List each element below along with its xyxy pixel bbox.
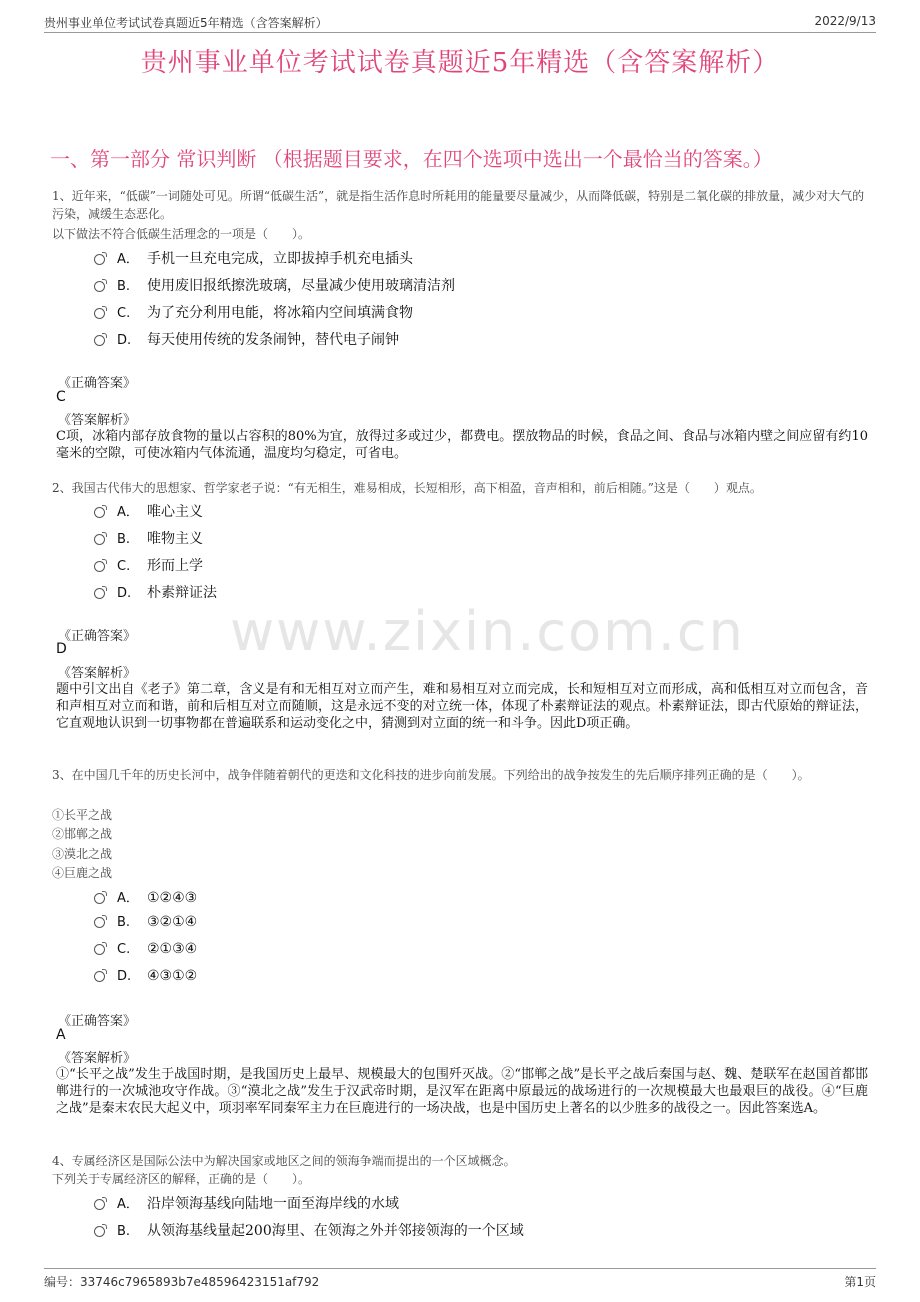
q3-item: ①长平之战 [52,808,113,822]
q3-item: ④巨鹿之战 [52,866,113,880]
radio-icon[interactable] [94,561,105,572]
question-3-stem: 3、在中国几千年的历史长河中，战争伴随着朝代的更迭和文化科技的进步向前发展。下列给出的战争按发生的先后顺序排列正确的是（ ）。 [52,768,810,782]
radio-icon[interactable] [94,944,105,955]
document-title: 贵州事业单位考试试卷真题近5年精选（含答案解析） [140,48,780,78]
q2-option-d[interactable]: D. 朴素辩证法 [94,582,217,602]
page-header [44,10,876,33]
radio-icon[interactable] [94,893,105,904]
q1-analysis-label: 《答案解析》 [58,413,137,428]
page-footer [44,1268,876,1293]
document-code: 编号：33746c7965893b7e48596423151af792 [44,1275,320,1289]
section-title: 一、第一部分 常识判断 （根据题目要求，在四个选项中选出一个最恰当的答案。） [50,147,773,171]
watermark: www.zixin.com.cn [230,600,745,663]
q3-answer-label: 《正确答案》 [58,1014,137,1029]
radio-icon[interactable] [94,917,105,928]
radio-icon[interactable] [94,1226,105,1237]
q2-answer: D [56,641,67,657]
question-4-prompt: 下列关于专属经济区的解释，正确的是（ ）。 [52,1172,311,1186]
q3-item: ②邯郸之战 [52,827,113,841]
question-4-stem: 4、专属经济区是国际公法中为解决国家或地区之间的领海争端而提出的一个区域概念。 [52,1154,516,1168]
radio-icon[interactable] [94,254,105,265]
page-number: 第1页 [844,1275,876,1289]
q2-analysis-label: 《答案解析》 [58,666,137,681]
q2-option-a[interactable]: A． 唯心主义 [94,501,203,521]
q1-option-d[interactable]: D. 每天使用传统的发条闹钟，替代电子闹钟 [94,329,399,349]
question-2-stem: 2、我国古代伟大的思想家、哲学家老子说：“有无相生，难易相成，长短相形，高下相盈，音声相和，前后相随。”这是（ ）观点。 [52,481,762,495]
radio-icon[interactable] [94,335,105,346]
q1-option-a[interactable]: A． 手机一旦充电完成，立即拔掉手机充电插头 [94,248,413,268]
radio-icon[interactable] [94,1199,105,1210]
q3-option-b[interactable]: B. ③②①④ [94,914,197,930]
radio-icon[interactable] [94,507,105,518]
q4-option-b[interactable]: B. 从领海基线量起200海里、在领海之外并邻接领海的一个区域 [94,1220,524,1240]
q1-answer-label: 《正确答案》 [58,376,137,391]
q2-option-c[interactable]: C. 形而上学 [94,555,203,575]
q3-option-c[interactable]: C. ②①③④ [94,941,197,957]
q3-analysis-label: 《答案解析》 [58,1051,137,1066]
q2-analysis: 题中引文出自《老子》第二章，含义是有和无相互对立而产生，难和易相互对立而完成，长和短相互对立而形成，高和低相互对立而包含，音和声相互对立而和谐，前和后相互对立而随顺，这是永远不变的对立统一体，体现了朴素辩证法的观点。朴素辩证法，即古代原始的辩证法，它直观地认识到一切事物都在普遍联系和运动变化之中，猜测到对立面的统一和斗争。因此D项正确。 [56,682,868,731]
header-title: 贵州事业单位考试试卷真题近5年精选（含答案解析） [44,16,328,30]
q3-option-a[interactable]: A． ①②④③ [94,887,197,906]
q2-answer-label: 《正确答案》 [58,629,137,644]
header-date: 2022/9/13 [814,14,876,28]
q1-option-b[interactable]: B. 使用废旧报纸擦洗玻璃，尽量减少使用玻璃清洁剂 [94,275,455,295]
q4-option-a[interactable]: A． 沿岸领海基线向陆地一面至海岸线的水域 [94,1193,399,1213]
q1-answer: C [56,389,66,405]
q2-option-b[interactable]: B. 唯物主义 [94,528,203,548]
question-1-stem: 1、近年来，“低碳”一词随处可见。所谓“低碳生活”，就是指生活作息时所耗用的能量要尽量减少，从而降低碳，特别是二氧化碳的排放量，减少对大气的污染，减缓生态恶化。 [52,189,865,221]
q3-item: ③漠北之战 [52,847,113,861]
question-1-prompt: 以下做法不符合低碳生活理念的一项是（ ）。 [52,227,311,241]
radio-icon[interactable] [94,534,105,545]
q3-analysis: ①“长平之战”发生于战国时期，是我国历史上最早、规模最大的包围歼灭战。②“邯郸之战”是长平之战后秦国与赵、魏、楚联军在赵国首都邯郸进行的一次城池攻守作战。③“漠北之战”发生于汉武帝时期，是汉军在距离中原最远的战场进行的一次规模最大也最艰巨的战役。④“巨鹿之战”是秦末农民大起义中，项羽率军同秦军主力在巨鹿进行的一场决战，也是中国历史上著名的以少胜多的战役之一。因此答案选A。 [56,1067,868,1116]
radio-icon[interactable] [94,281,105,292]
radio-icon[interactable] [94,308,105,319]
q3-option-d[interactable]: D. ④③①② [94,968,197,984]
q1-option-c[interactable]: C. 为了充分利用电能，将冰箱内空间填满食物 [94,302,413,322]
radio-icon[interactable] [94,971,105,982]
radio-icon[interactable] [94,588,105,599]
q1-analysis: C项，冰箱内部存放食物的量以占容积的80%为宜，放得过多或过少，都费电。摆放物品的时候，食品之间、食品与冰箱内壁之间应留有约10毫米的空隙，可使冰箱内气体流通，温度均匀稳定，可省电。 [56,429,868,461]
q3-answer: A [56,1027,66,1043]
